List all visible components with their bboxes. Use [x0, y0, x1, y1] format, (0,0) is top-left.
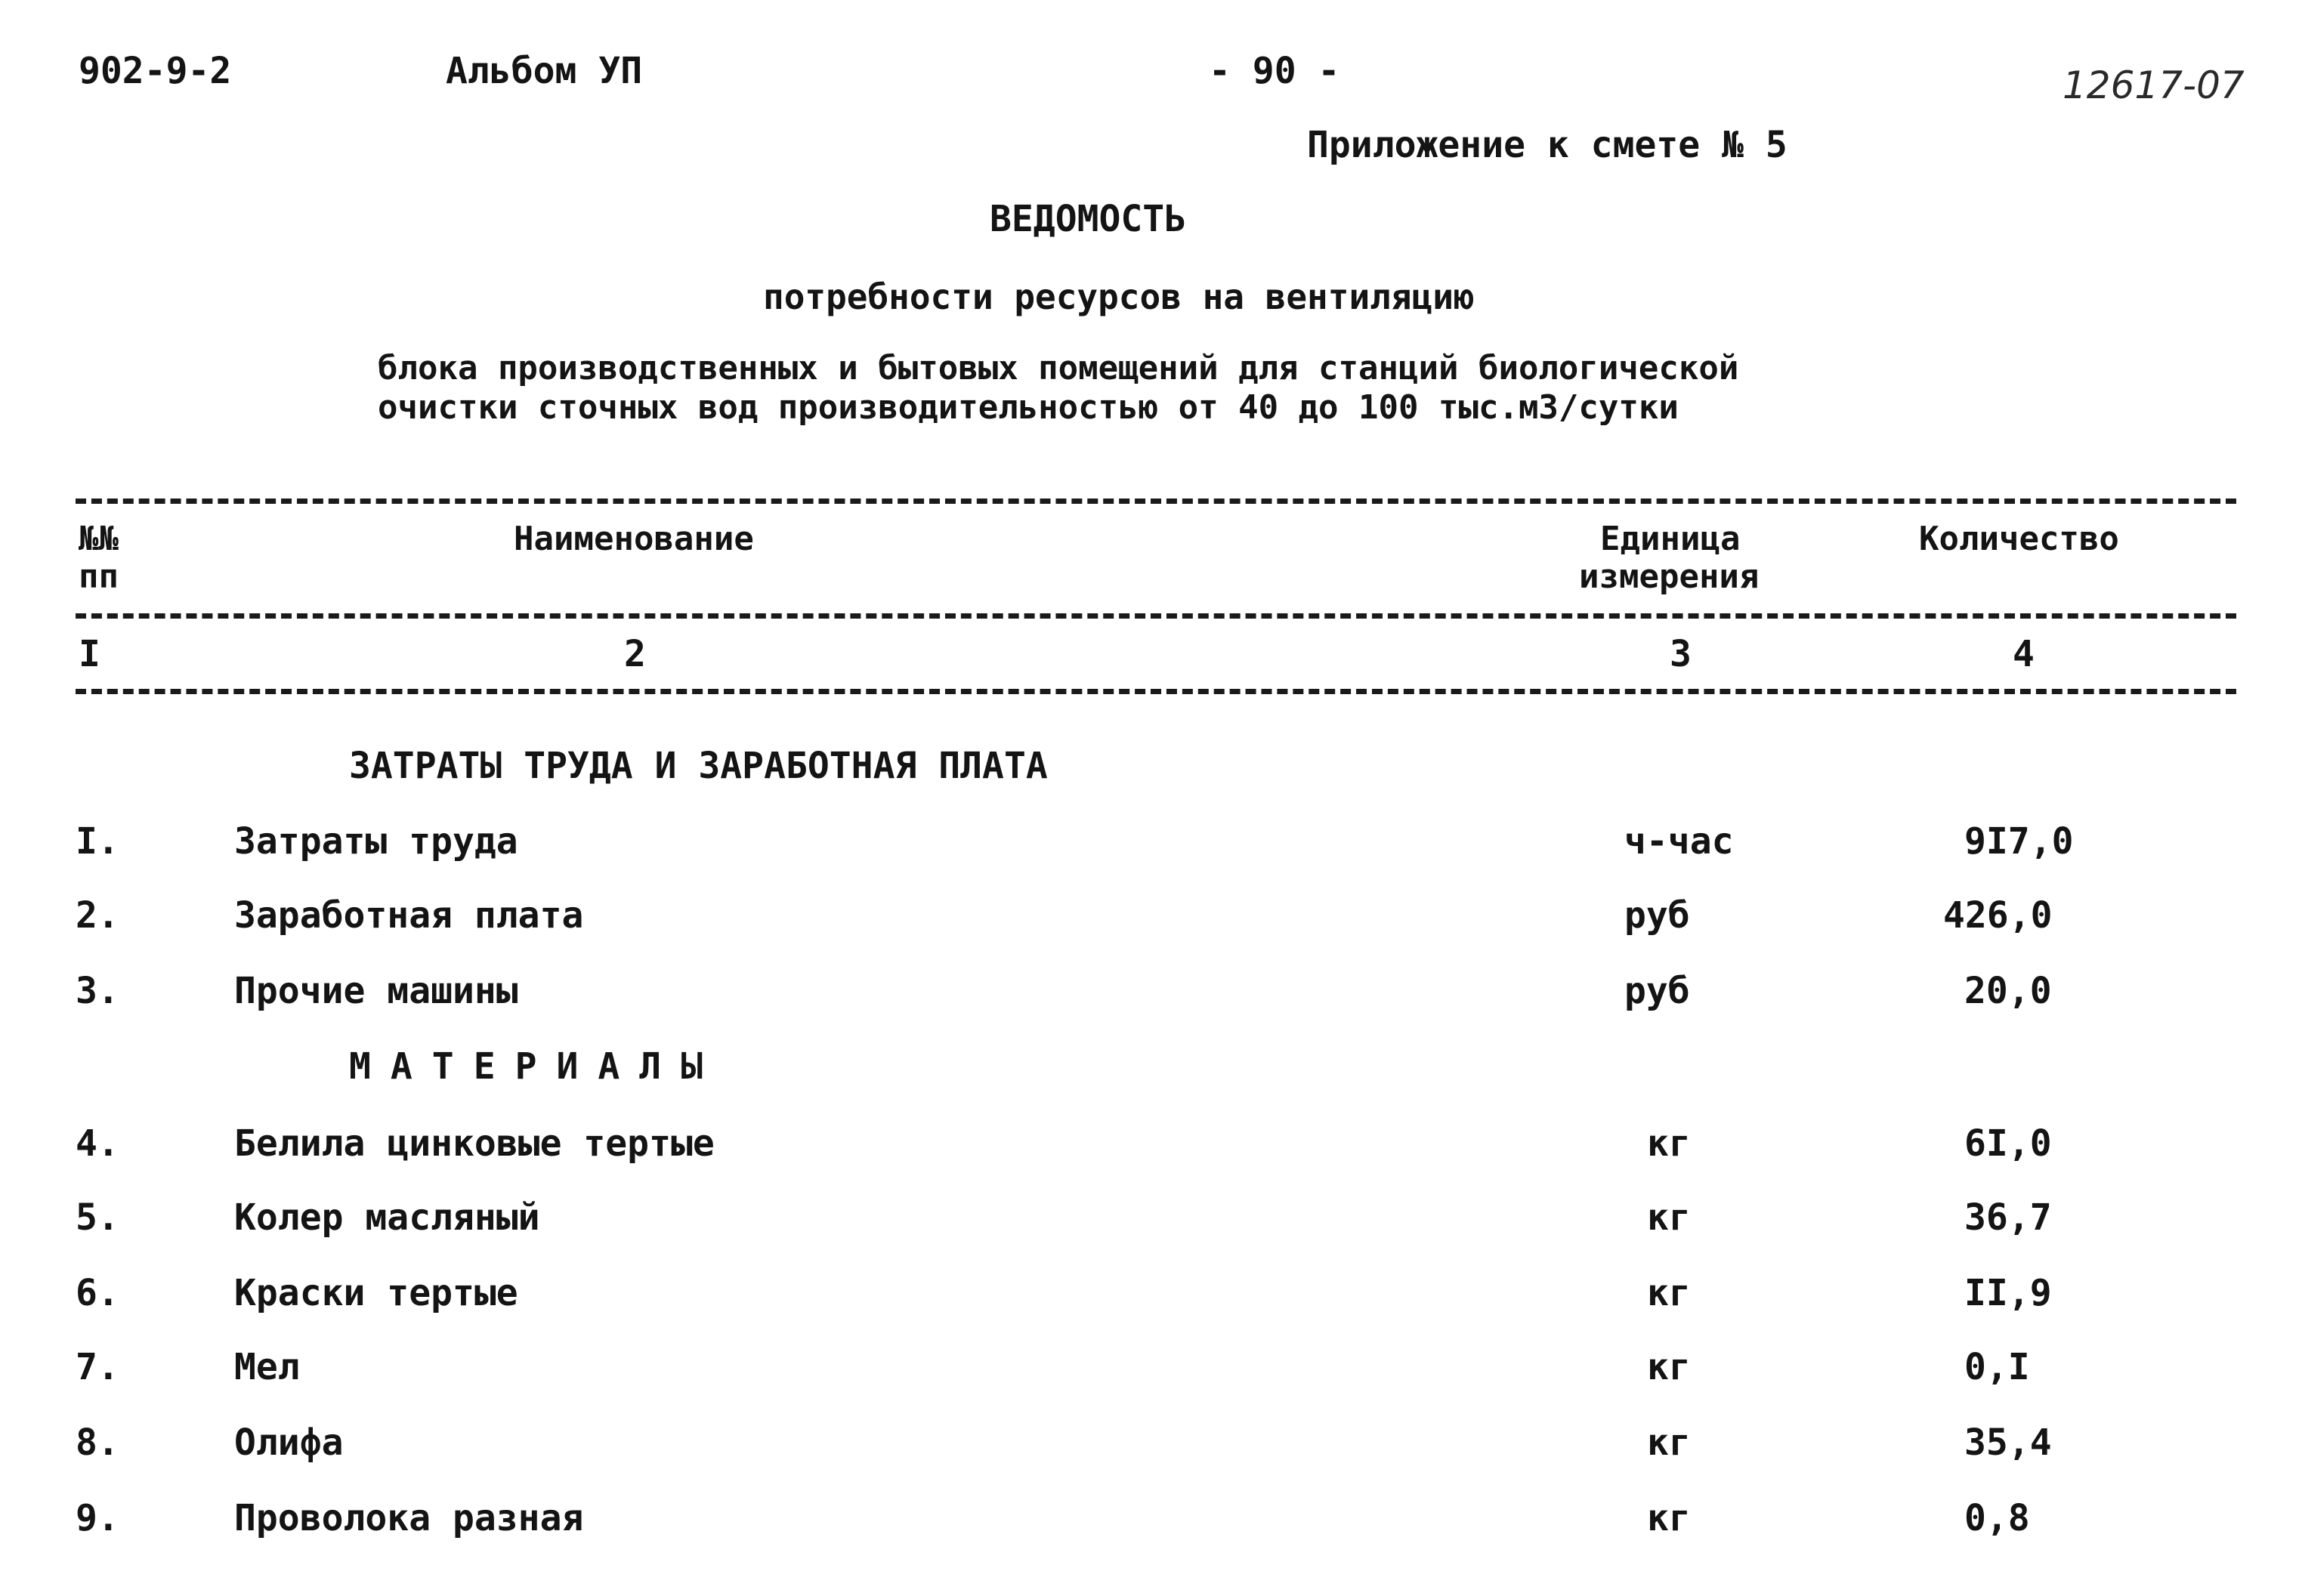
column-number-3: 3 — [1670, 633, 1692, 675]
document-title: ВЕДОМОСТЬ — [990, 198, 1187, 240]
row-name: Мел — [234, 1346, 300, 1388]
row-quantity: II,9 — [1964, 1272, 2052, 1314]
header-quantity: Количество — [1919, 520, 2119, 558]
header-unit-line2: измерения — [1579, 557, 1760, 596]
row-quantity: 35,4 — [1964, 1422, 2052, 1464]
header-num-line2: пп — [79, 557, 119, 596]
column-number-4: 4 — [2013, 633, 2035, 675]
header-name: Наименование — [514, 520, 754, 558]
row-quantity: 20,0 — [1964, 970, 2052, 1012]
header-separator-rule — [76, 613, 2236, 619]
row-number: 6. — [76, 1272, 119, 1314]
doc-code: 902-9-2 — [79, 50, 232, 92]
row-number: 5. — [76, 1196, 119, 1239]
description-line-2: очистки сточных вод производительностью от 40 до 100 тыс.м3/сутки — [378, 388, 1679, 427]
row-number: 4. — [76, 1122, 119, 1165]
description-line-1: блока производственных и бытовых помещений для станций биологической — [378, 349, 1739, 387]
row-quantity: 36,7 — [1964, 1196, 2052, 1239]
row-unit: кг — [1647, 1196, 1691, 1239]
row-unit: кг — [1647, 1497, 1691, 1539]
row-name: Белила цинковые тертые — [234, 1122, 715, 1165]
row-unit: кг — [1647, 1422, 1691, 1464]
album-label: Альбом УП — [446, 50, 643, 92]
row-number: I. — [76, 820, 119, 863]
row-unit: руб — [1624, 894, 1690, 937]
row-quantity: 426,0 — [1943, 894, 2053, 937]
document-subtitle: потребности ресурсов на вентиляцию — [763, 276, 1475, 317]
row-name: Колер масляный — [234, 1196, 540, 1239]
header-unit-line1: Единица — [1600, 520, 1741, 558]
header-num-line1: №№ — [79, 520, 119, 558]
row-number: 3. — [76, 970, 119, 1012]
row-name: Заработная плата — [234, 894, 584, 937]
row-number: 8. — [76, 1422, 119, 1464]
row-name: Проволока разная — [234, 1497, 584, 1539]
table-top-rule — [76, 499, 2236, 504]
row-number: 2. — [76, 894, 119, 937]
row-name: Краски тертые — [234, 1272, 518, 1314]
row-quantity: 9I7,0 — [1964, 820, 2074, 863]
row-number: 7. — [76, 1346, 119, 1388]
row-quantity: 0,I — [1964, 1346, 2030, 1388]
page-number: - 90 - — [1209, 50, 1340, 92]
row-number: 9. — [76, 1497, 119, 1539]
row-quantity: 0,8 — [1964, 1497, 2030, 1539]
column-number-2: 2 — [624, 633, 646, 675]
row-name: Прочие машины — [234, 970, 518, 1012]
table-header-bottom-rule — [76, 689, 2236, 694]
row-unit: кг — [1647, 1272, 1691, 1314]
appendix-label: Приложение к смете № 5 — [1307, 124, 1788, 166]
row-unit: кг — [1647, 1346, 1691, 1388]
column-number-1: I — [79, 633, 100, 675]
row-unit: ч-час — [1624, 820, 1734, 863]
handwritten-number: 12617-07 — [2063, 63, 2245, 107]
section-labor-heading: ЗАТРАТЫ ТРУДА И ЗАРАБОТНАЯ ПЛАТА — [349, 745, 1048, 787]
section-materials-heading: МАТЕРИАЛЫ — [349, 1045, 723, 1088]
row-name: Олифа — [234, 1422, 344, 1464]
row-unit: кг — [1647, 1122, 1691, 1165]
row-unit: руб — [1624, 970, 1690, 1012]
row-name: Затраты труда — [234, 820, 518, 863]
row-quantity: 6I,0 — [1964, 1122, 2052, 1165]
